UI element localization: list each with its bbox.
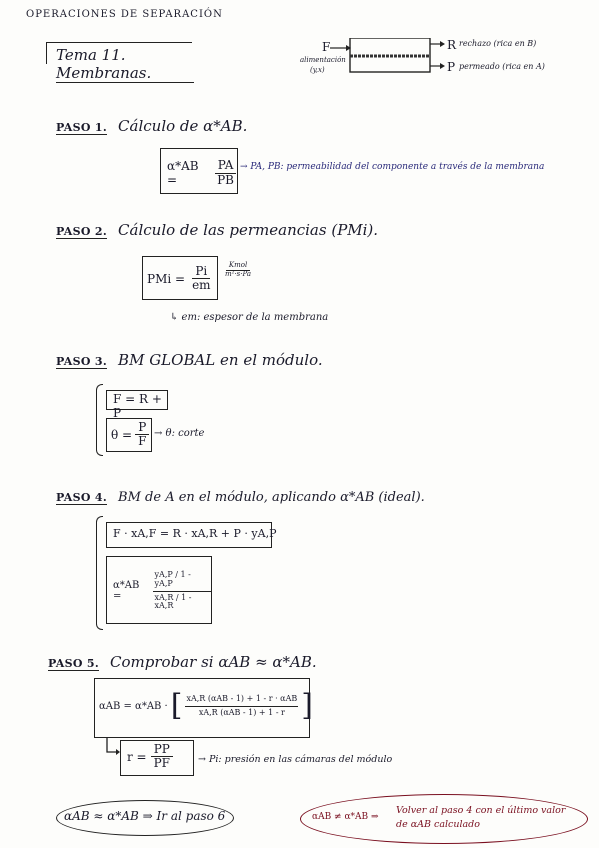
step-4-eq2-num: yA,P / 1 - yA,P: [153, 569, 211, 592]
step-2-label: PASO 2.: [56, 225, 107, 238]
step-4-eq2-den: xA,R / 1 - xA,R: [154, 592, 192, 611]
feed-sub-label: alimentación: [300, 56, 346, 64]
step-2-units-fraction: [222, 262, 254, 278]
step-1-den: PB: [217, 172, 234, 187]
step-3-eq2-lhs: θ =: [111, 427, 133, 442]
step-1-label: PASO 1.: [56, 121, 107, 134]
step-5-r-formula: [127, 743, 173, 770]
step-3-heading: [56, 350, 323, 369]
step-2-formula: [147, 265, 214, 292]
retentate-note: rechazo (rica en B): [459, 39, 537, 48]
step-2-num: Pi: [192, 265, 210, 279]
step-1-num: PA: [215, 159, 237, 173]
step-3-eq2-den: F: [138, 434, 147, 449]
step-2-formula-box: [142, 256, 218, 300]
step-4-eq1-box: [106, 522, 277, 548]
step-5-fraction: [185, 693, 298, 720]
step-5-den: xA,R (αAB - 1) + 1 - r: [198, 707, 285, 717]
step-4-eq1: F · xA,F = R · xA,R + P · yA,P: [113, 527, 277, 540]
step-3-brace: [96, 384, 103, 456]
topic-title-leftline: [46, 42, 47, 64]
step-5-r-note: → Pi: presión en las cámaras del módulo: [198, 754, 393, 765]
step-3-eq2-fraction: [135, 421, 149, 448]
step-2-units: [222, 262, 254, 278]
step-2-units-den: m²·s·Pa: [225, 269, 252, 278]
step-5-left-bracket: [: [170, 688, 183, 723]
step-2-lhs: PMi =: [147, 271, 186, 286]
step-4-title: BM de A en el módulo, aplicando α*AB (ideal).: [118, 490, 425, 505]
decision-not-equal-action: Volver al paso 4 con el último valor de αAB calculado: [396, 805, 566, 831]
step-5-r-box: [120, 740, 194, 776]
step-5-r-lhs: r =: [127, 749, 147, 764]
step-2-heading: [56, 220, 378, 239]
step-5-hook-arrow: [104, 738, 120, 758]
retentate-label: R: [447, 38, 457, 52]
topic-title: Tema 11. Membranas.: [56, 46, 194, 83]
permeate-note: permeado (rica en A): [459, 62, 545, 71]
step-1-lhs: α*AB =: [167, 159, 199, 187]
step-3-eq2-num: P: [135, 421, 149, 435]
step-4-brace: [96, 516, 103, 630]
step-3-label: PASO 3.: [56, 355, 107, 368]
decision-not-equal-condition: αAB ≠ α*AB ⇒: [312, 812, 379, 822]
step-2-fraction: [189, 265, 213, 292]
step-1-note: → PA, PB: permeabilidad del componente a través de la membrana: [240, 162, 545, 172]
membrane-module-diagram: [300, 38, 590, 84]
decision-equal-text: αAB ≈ α*AB ⇒ Ir al paso 6: [64, 809, 226, 823]
step-4-eq2-fraction: [153, 569, 211, 613]
step-5-r-num: PP: [151, 743, 173, 757]
step-1-title: Cálculo de α*AB.: [118, 117, 248, 135]
step-5-lhs: αAB = α*AB ·: [99, 700, 168, 712]
feed-sub-label-2: (y,x): [310, 66, 325, 74]
step-3-eq1: F = R + P: [113, 392, 162, 420]
step-5-formula: [99, 688, 313, 723]
permeate-label: P: [447, 60, 456, 74]
step-5-r-den: PF: [153, 756, 171, 771]
step-1-formula-box: [160, 148, 238, 194]
step-4-eq2-box: [106, 556, 212, 624]
step-2-title: Cálculo de las permeancias (PMi).: [118, 221, 379, 239]
step-5-heading: [48, 652, 317, 671]
step-1-fraction: [214, 159, 237, 186]
topic-title-topline: [46, 42, 192, 43]
step-4-eq2: [113, 569, 211, 613]
step-4-heading: [56, 486, 425, 505]
step-4-eq2-lhs: α*AB =: [113, 580, 140, 603]
step-1-formula: [167, 159, 237, 187]
step-5-right-bracket: ]: [301, 688, 313, 723]
step-1-heading: [56, 116, 247, 135]
step-3-title: BM GLOBAL en el módulo.: [118, 351, 323, 369]
topic-title-frame: [46, 42, 194, 82]
feed-label: F: [322, 40, 331, 54]
step-5-label: PASO 5.: [48, 657, 99, 670]
step-5-r-fraction: [151, 743, 173, 770]
document-header: OPERACIONES DE SEPARACIÓN: [26, 9, 223, 20]
step-5-formula-box: [94, 678, 313, 738]
step-3-eq1-box: [106, 390, 168, 420]
step-3-eq2-box: [106, 418, 152, 452]
step-5-title: Comprobar si αAB ≈ α*AB.: [110, 653, 317, 671]
step-3-eq2: [111, 421, 149, 448]
step-2-den: em: [192, 278, 211, 293]
step-4-label: PASO 4.: [56, 491, 107, 504]
step-2-note: ↳ em: espesor de la membrana: [170, 312, 329, 323]
module-sketch: [300, 38, 590, 84]
step-3-note: → θ: corte: [154, 428, 205, 439]
step-2-units-num: Kmol: [226, 262, 250, 271]
step-5-num: xA,R (αAB - 1) + 1 - r · αAB: [185, 693, 298, 707]
